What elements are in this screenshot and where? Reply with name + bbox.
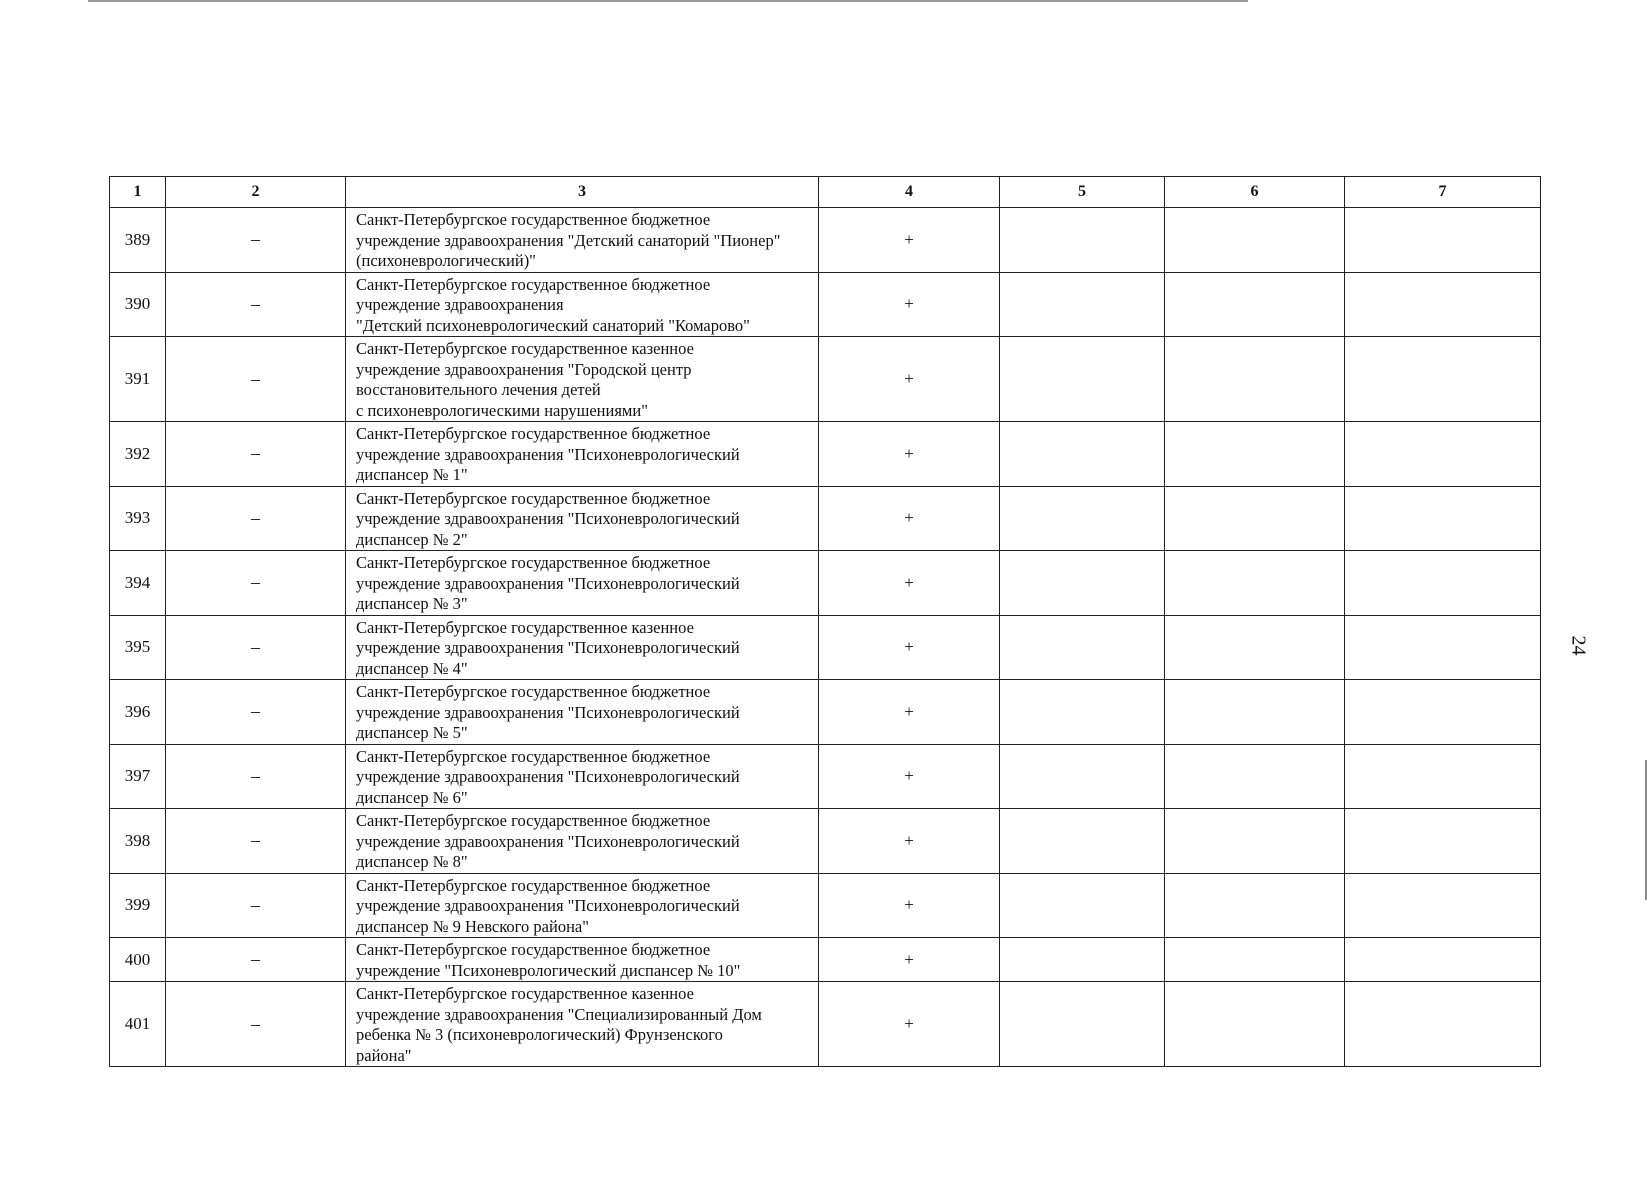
column-header-3: 3 [346,177,819,208]
empty-cell [1000,938,1165,982]
mark-cell: + [819,208,1000,273]
institution-name: Санкт-Петербургское государственное бюджетное учреждение "Психоневрологический диспансер № 10" [346,938,819,982]
empty-cell [1345,744,1541,809]
empty-cell [1000,809,1165,874]
empty-cell [1345,551,1541,616]
institution-name: Санкт-Петербургское государственное бюджетное учреждение здравоохранения "Психоневрологический диспансер № 2" [346,486,819,551]
institution-name: Санкт-Петербургское государственное бюджетное учреждение здравоохранения "Психоневрологический диспансер № 5" [346,680,819,745]
row-number: 389 [110,208,166,273]
column-header-2: 2 [166,177,346,208]
institution-name: Санкт-Петербургское государственное казенное учреждение здравоохранения "Специализированный Дом ребенка № 3 (психоневрологический) Фрунзенского района" [346,982,819,1067]
table-row [110,208,1541,273]
empty-cell [1165,809,1345,874]
code-cell: – [166,337,346,422]
empty-cell [1000,873,1165,938]
empty-cell [1345,680,1541,745]
table-row [110,680,1541,745]
empty-cell [1345,422,1541,487]
empty-cell [1000,486,1165,551]
top-rule [88,0,1248,2]
empty-cell [1345,938,1541,982]
row-number: 400 [110,938,166,982]
empty-cell [1165,938,1345,982]
code-cell: – [166,873,346,938]
mark-cell: + [819,982,1000,1067]
empty-cell [1000,551,1165,616]
empty-cell [1345,982,1541,1067]
code-cell: – [166,208,346,273]
institution-name: Санкт-Петербургское государственное бюджетное учреждение здравоохранения "Детский санаторий "Пионер" (психоневрологический)" [346,208,819,273]
mark-cell: + [819,744,1000,809]
code-cell: – [166,272,346,337]
empty-cell [1345,615,1541,680]
mark-cell: + [819,680,1000,745]
row-number: 401 [110,982,166,1067]
empty-cell [1165,982,1345,1067]
empty-cell [1345,272,1541,337]
empty-cell [1345,809,1541,874]
row-number: 394 [110,551,166,616]
row-number: 399 [110,873,166,938]
empty-cell [1000,337,1165,422]
row-number: 397 [110,744,166,809]
column-header-1: 1 [110,177,166,208]
column-header-4: 4 [819,177,1000,208]
institution-name: Санкт-Петербургское государственное бюджетное учреждение здравоохранения "Психоневрологический диспансер № 9 Невского района" [346,873,819,938]
code-cell: – [166,982,346,1067]
empty-cell [1165,873,1345,938]
table-row [110,982,1541,1067]
mark-cell: + [819,337,1000,422]
empty-cell [1000,208,1165,273]
code-cell: – [166,744,346,809]
empty-cell [1165,272,1345,337]
mark-cell: + [819,873,1000,938]
column-header-7: 7 [1345,177,1541,208]
empty-cell [1000,982,1165,1067]
code-cell: – [166,680,346,745]
institution-name: Санкт-Петербургское государственное бюджетное учреждение здравоохранения "Психоневрологический диспансер № 6" [346,744,819,809]
mark-cell: + [819,272,1000,337]
empty-cell [1000,744,1165,809]
mark-cell: + [819,486,1000,551]
mark-cell: + [819,615,1000,680]
code-cell: – [166,551,346,616]
mark-cell: + [819,809,1000,874]
empty-cell [1345,337,1541,422]
empty-cell [1345,873,1541,938]
empty-cell [1000,680,1165,745]
empty-cell [1165,744,1345,809]
table-row [110,551,1541,616]
table-row [110,873,1541,938]
document-table-container [109,176,1540,1067]
empty-cell [1345,208,1541,273]
table-row [110,744,1541,809]
code-cell: – [166,809,346,874]
table-row [110,938,1541,982]
table-row [110,422,1541,487]
table-row [110,486,1541,551]
page-number: 24 [1567,635,1590,656]
empty-cell [1165,615,1345,680]
empty-cell [1165,680,1345,745]
institution-name: Санкт-Петербургское государственное казенное учреждение здравоохранения "Городской центр восстановительного лечения детей с психоневрологическими нарушениями" [346,337,819,422]
empty-cell [1000,422,1165,487]
table-row [110,615,1541,680]
institutions-table [109,176,1541,1067]
empty-cell [1165,551,1345,616]
row-number: 398 [110,809,166,874]
table-row [110,272,1541,337]
table-row [110,809,1541,874]
empty-cell [1000,615,1165,680]
row-number: 392 [110,422,166,487]
code-cell: – [166,938,346,982]
empty-cell [1000,272,1165,337]
row-number: 393 [110,486,166,551]
column-header-6: 6 [1165,177,1345,208]
header-row [110,177,1541,208]
mark-cell: + [819,551,1000,616]
row-number: 391 [110,337,166,422]
code-cell: – [166,422,346,487]
institution-name: Санкт-Петербургское государственное бюджетное учреждение здравоохранения "Психоневрологический диспансер № 3" [346,551,819,616]
institution-name: Санкт-Петербургское государственное бюджетное учреждение здравоохранения "Детский психоневрологический санаторий "Комарово" [346,272,819,337]
code-cell: – [166,615,346,680]
institution-name: Санкт-Петербургское государственное бюджетное учреждение здравоохранения "Психоневрологический диспансер № 1" [346,422,819,487]
code-cell: – [166,486,346,551]
empty-cell [1345,486,1541,551]
table-row [110,337,1541,422]
institution-name: Санкт-Петербургское государственное казенное учреждение здравоохранения "Психоневрологический диспансер № 4" [346,615,819,680]
mark-cell: + [819,938,1000,982]
empty-cell [1165,337,1345,422]
institution-name: Санкт-Петербургское государственное бюджетное учреждение здравоохранения "Психоневрологический диспансер № 8" [346,809,819,874]
row-number: 396 [110,680,166,745]
empty-cell [1165,208,1345,273]
mark-cell: + [819,422,1000,487]
row-number: 390 [110,272,166,337]
empty-cell [1165,486,1345,551]
column-header-5: 5 [1000,177,1165,208]
empty-cell [1165,422,1345,487]
row-number: 395 [110,615,166,680]
